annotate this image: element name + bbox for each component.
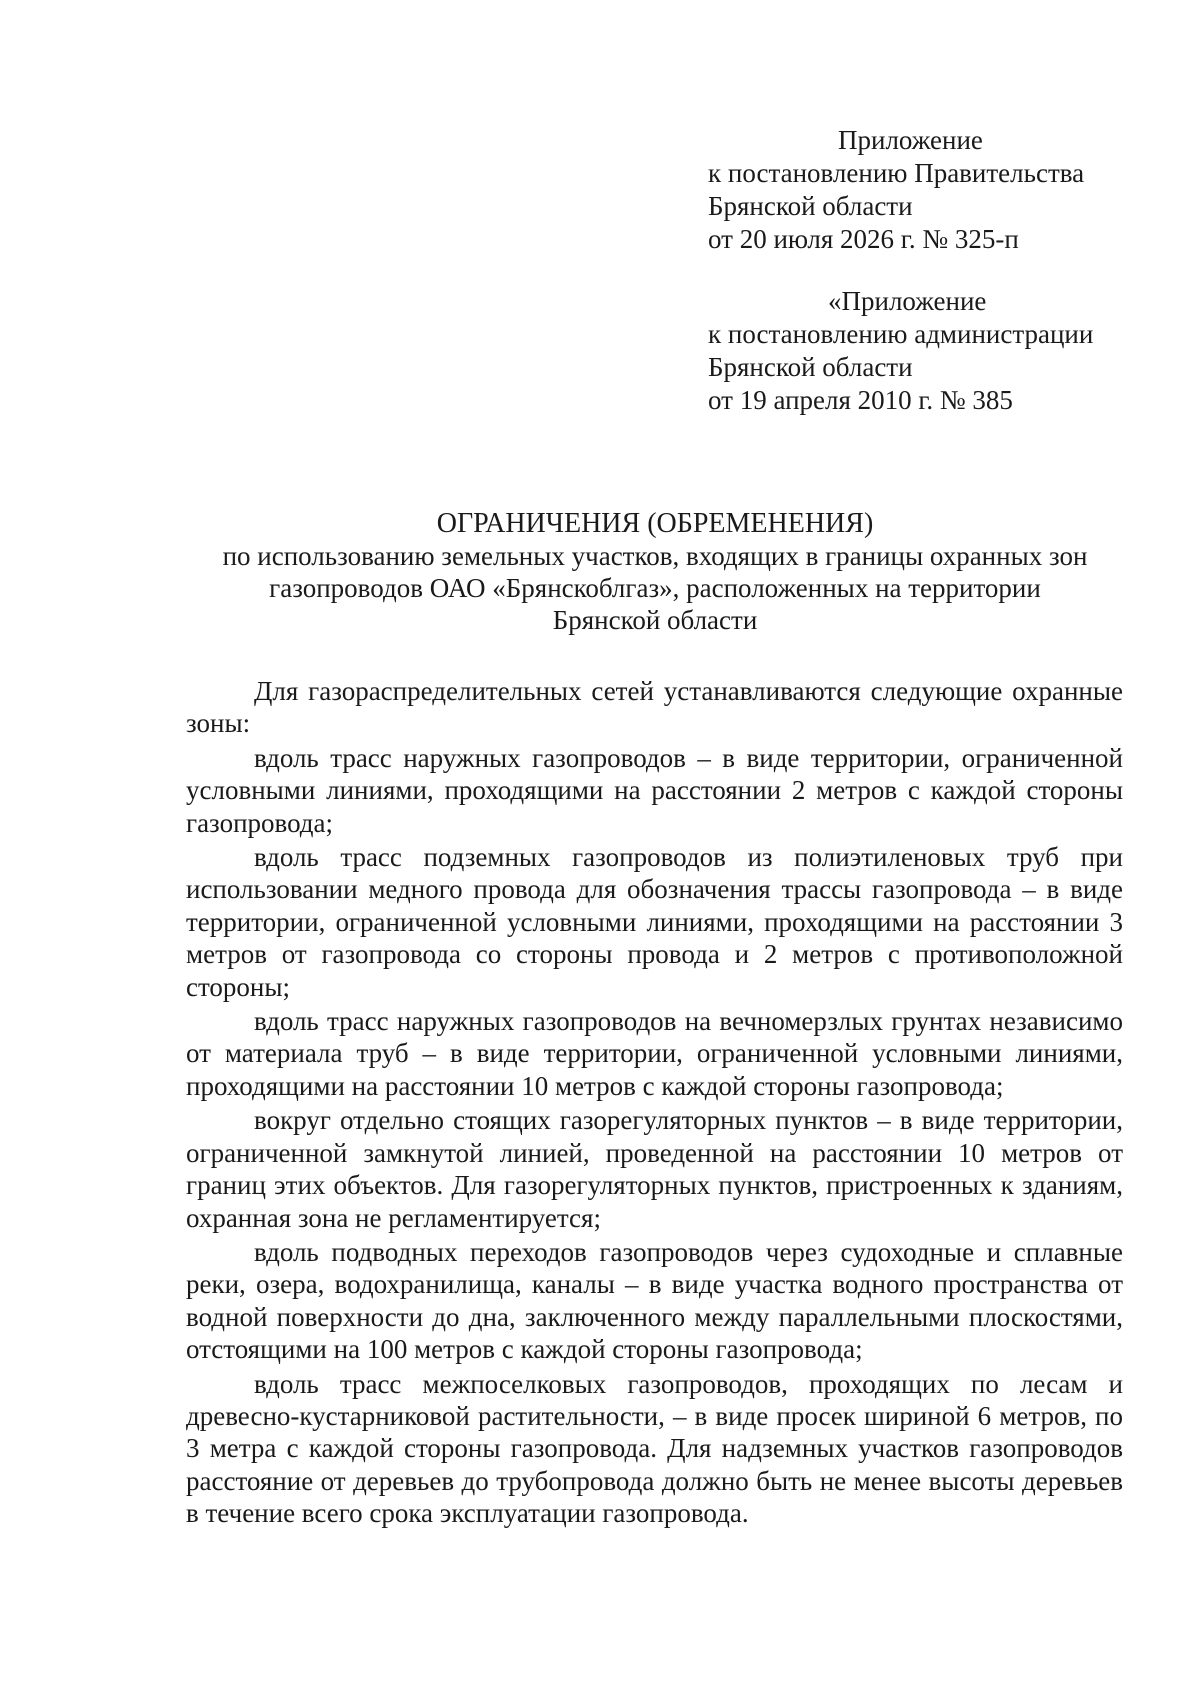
document-title-block	[130, 508, 1180, 636]
appendix-header-original	[708, 285, 1168, 417]
body-paragraph: вдоль подводных переходов газопроводов через судоходные и сплавные реки, озера, водохранилища, каналы – в виде участка водного пространства от водной поверхности до дна, заключенного между параллельными плоскостями, отстоящими на 100 метров с каждой стороны газопровода;	[186, 1236, 1123, 1365]
body-paragraph: вдоль трасс наружных газопроводов – в виде территории, ограниченной условными линиями, проходящими на расстоянии 2 метров с каждой стороны газопровода;	[186, 742, 1123, 838]
body-paragraph: Для газораспределительных сетей устанавливаются следующие охранные зоны:	[186, 676, 1123, 739]
appendix-region: Брянской области	[708, 352, 913, 382]
document-body	[186, 675, 1123, 1532]
appendix-resolution-ref: к постановлению Правительства	[708, 158, 1085, 188]
document-subtitle-line: Брянской области	[552, 605, 758, 635]
appendix-header-current	[708, 124, 1168, 256]
body-paragraph: вдоль трасс наружных газопроводов на вечномерзлых грунтах независимо от материала труб – в виде территории, ограниченной условными линиями, проходящими на расстоянии 10 метров с каждой стороны газопровода;	[186, 1006, 1123, 1101]
appendix-title: «Приложение	[828, 286, 987, 316]
document-title: ОГРАНИЧЕНИЯ (ОБРЕМЕНЕНИЯ)	[436, 508, 874, 539]
body-paragraph: вдоль трасс подземных газопроводов из полиэтиленовых труб при использовании медного провода для обозначения трассы газопровода – в виде территории, ограниченной условными линиями, проходящими на расстоянии 3 метров от газопровода со стороны провода и 2 метров с противоположной стороны;	[186, 842, 1123, 1002]
appendix-region: Брянской области	[708, 191, 913, 221]
body-paragraph: вдоль трасс межпоселковых газопроводов, проходящих по лесам и древесно-кустарниковой растительности, – в виде просек шириной 6 метров, по 3 метра с каждой стороны газопровода. Для надземных участков газопроводов расстояние от деревьев до трубопровода должно быть не менее высоты деревьев в течение всего срока эксплуатации газопровода.	[186, 1368, 1123, 1529]
appendix-date-number: от 20 июля 2026 г. № 325-п	[708, 224, 1019, 254]
document-subtitle-line: по использованию земельных участков, входящих в границы охранных зон	[222, 541, 1088, 571]
body-paragraph: вокруг отдельно стоящих газорегуляторных пунктов – в виде территории, ограниченной замкнутой линией, проведенной на расстоянии 10 метров от границ этих объектов. Для газорегуляторных пунктов, пристроенных к зданиям, охранная зона не регламентируется;	[186, 1105, 1123, 1233]
appendix-resolution-ref: к постановлению администрации	[708, 319, 1094, 349]
appendix-title: Приложение	[838, 125, 983, 155]
document-subtitle-line: газопроводов ОАО «Брянскоблгаз», расположенных на территории	[269, 573, 1041, 603]
appendix-date-number: от 19 апреля 2010 г. № 385	[708, 385, 1013, 415]
